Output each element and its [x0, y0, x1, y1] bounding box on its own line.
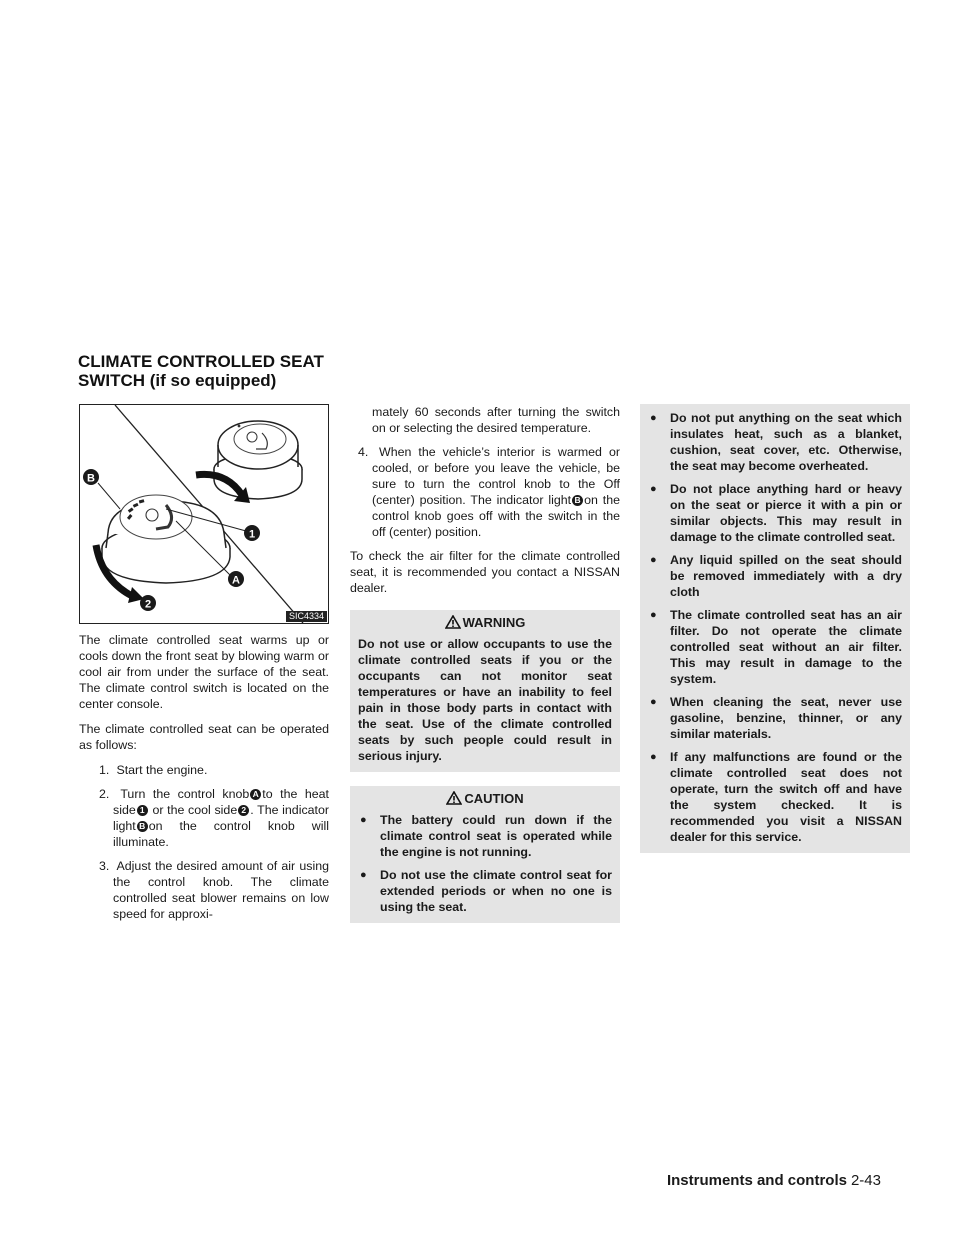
- caution-box: [350, 786, 620, 923]
- warning-triangle-icon: [445, 615, 461, 629]
- step-1: 1. Start the engine.: [99, 763, 208, 777]
- caution-item: ● Do not use the climate control seat for extended periods or when no one is using the seat.: [358, 867, 612, 915]
- footer-section: Instruments and controls: [666, 1172, 847, 1189]
- caution-item: ● Any liquid spilled on the seat should be removed immediately with a dry cloth: [648, 552, 902, 600]
- section-title: [78, 352, 324, 390]
- caution-item: ● Do not place anything hard or heavy on the seat or pierce it with a pin or similar objects. This may result in damage to the climate controlled seat.: [648, 481, 902, 545]
- callout-b-inline: B: [137, 821, 148, 832]
- climate-seat-switch-figure: [79, 404, 329, 624]
- column-2: [350, 404, 620, 937]
- operation-paragraph: The climate controlled seat can be operated as follows:: [79, 722, 329, 752]
- column-3: [640, 404, 910, 867]
- callout-2: 2: [144, 598, 152, 611]
- step-3-continued: mately 60 seconds after turning the switch on or selecting the desired temperature.: [372, 405, 620, 435]
- knob-lower-icon: [102, 495, 230, 583]
- knob-upper-icon: [214, 421, 302, 499]
- callout-1: 1: [248, 528, 256, 541]
- callout-b: B: [87, 472, 95, 485]
- page-footer: [649, 1172, 881, 1190]
- caution-triangle-icon: [446, 791, 462, 805]
- caution-item: ● The battery could run down if the climate control seat is operated while the engine is not running.: [358, 812, 612, 860]
- warning-heading: WARNING: [358, 614, 612, 632]
- caution-item: ● When cleaning the seat, never use gasoline, benzine, thinner, or any similar materials.: [648, 694, 902, 742]
- column-1: [79, 404, 329, 930]
- callout-b-inline: B: [572, 495, 583, 506]
- warning-box: [350, 610, 620, 772]
- step-3: 3. Adjust the desired amount of air using the control knob. The climate controlled seat blower remains on low speed for approxi-: [99, 859, 329, 921]
- page-number: 2-43: [850, 1172, 881, 1189]
- figure-code: SIC4334: [286, 611, 327, 622]
- step-4: 4. When the vehicle’s interior is warmed or cooled, or before you leave the vehicle, be sure to turn the control knob to the Off (center) position. The indicator light B on the control knob goes off with the switch in the off (center) position.: [358, 445, 620, 539]
- air-filter-paragraph: To check the air filter for the climate controlled seat, it is recommended you contact a NISSAN dealer.: [350, 549, 620, 595]
- callout-1-inline: 1: [137, 805, 148, 816]
- callout-2-inline: 2: [238, 805, 249, 816]
- callout-a: A: [232, 574, 240, 587]
- switch-illustration: [80, 405, 328, 623]
- steps-list-continued: [350, 404, 620, 540]
- warning-text: Do not use or allow occupants to use the climate controlled seats if you or the occupants can not monitor seat temperatures or have an inability to feel pain in those body parts in contact with the seat. Use of the climate controlled seats by such people could result in serious injury.: [358, 637, 612, 763]
- section-title-line2: SWITCH (if so equipped): [78, 371, 277, 390]
- intro-paragraph: The climate controlled seat warms up or cools down the front seat by blowing warm or cool air from under the surface of the seat. The climate control switch is located on the center console.: [79, 633, 329, 711]
- section-title-line1: CLIMATE CONTROLLED SEAT: [78, 352, 324, 371]
- caution-box-continued: [640, 404, 910, 853]
- callout-a-inline: A: [250, 789, 261, 800]
- caution-list-continued: [648, 410, 902, 845]
- caution-item: ● Do not put anything on the seat which insulates heat, such as a blanket, cushion, seat cover, etc. Otherwise, the seat may become overheated.: [648, 410, 902, 474]
- caution-item: ● The climate controlled seat has an air filter. Do not operate the climate controlled seat without an air filter. This may result in damage to the system.: [648, 607, 902, 687]
- steps-list: [79, 762, 329, 922]
- step-2: 2. Turn the control knob A to the heat side 1 or the cool side 2 . The indicator light B on the control knob will illuminate.: [99, 787, 330, 849]
- caution-list: [358, 812, 612, 915]
- caution-item: ● If any malfunctions are found or the climate controlled seat does not operate, turn the switch off and have the system checked. It is recommended you visit a NISSAN dealer for this service.: [648, 749, 902, 845]
- caution-heading: CAUTION: [358, 790, 612, 808]
